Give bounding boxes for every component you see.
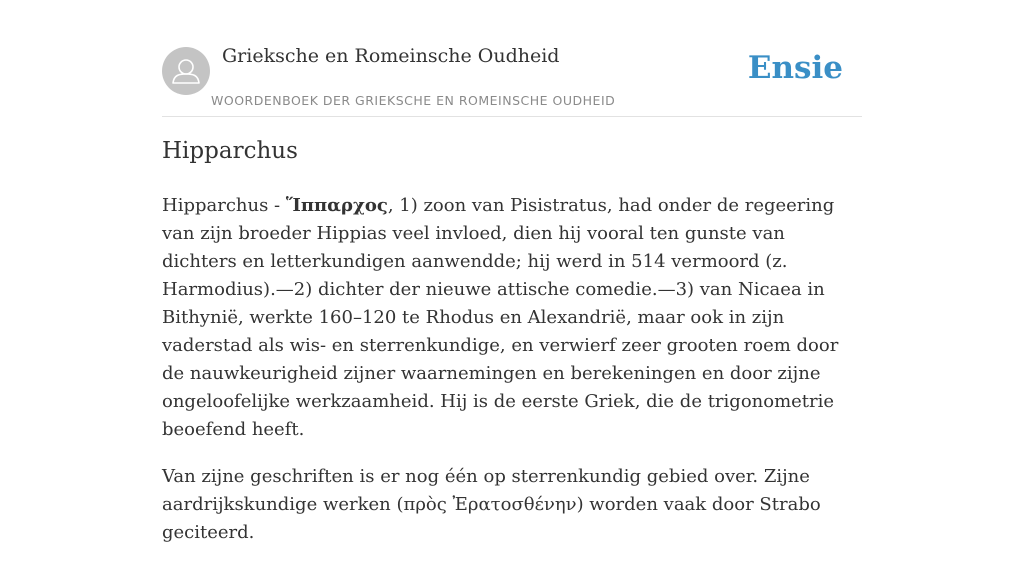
paragraph-definition [162, 192, 862, 444]
definition-lead: Hipparchus - [162, 195, 286, 216]
paragraph-writings: Van zijne geschriften is er nog één op sterrenkundig gebied over. Zijne aardrijkskundige werken (πρὸς Ἐρατοσθένην) worden vaak door Strabo geciteerd. [162, 466, 821, 543]
site-title[interactable]: Grieksche en Romeinsche Oudheid [222, 45, 560, 67]
greek-term: Ἵππαρχος [285, 195, 388, 216]
definition-text: , 1) zoon van Pisistratus, had onder de regeering van zijn broeder Hippias veel invloed, dien hij vooral ten gunste van dichters en letterkundigen aanwendde; hij werd in 514 vermoord (z. Harmodius).—2) dichter der nieuwe attische comedie.—3) van Nicaea in Bithynië, werkte 160–120 te Rhodus en Alexandrië, maar ook in zijn vaderstad als wis- en sterrenkundige, en verwierf zeer grooten roem door de nauwkeurigheid zijner waarnemingen en berekeningen en door zijne ongeloofelijke werkzaamheid. Hij is de eerste Griek, die de trigonometrie beoefend heeft. [162, 195, 839, 440]
ensie-logo[interactable]: Ensie [747, 50, 843, 86]
user-icon[interactable] [162, 47, 210, 95]
site-subtitle: WOORDENBOEK DER GRIEKSCHE EN ROMEINSCHE OUDHEID [211, 93, 616, 108]
entry-body [162, 192, 862, 566]
site-header [162, 40, 862, 117]
entry-title: Hipparchus [162, 138, 298, 164]
